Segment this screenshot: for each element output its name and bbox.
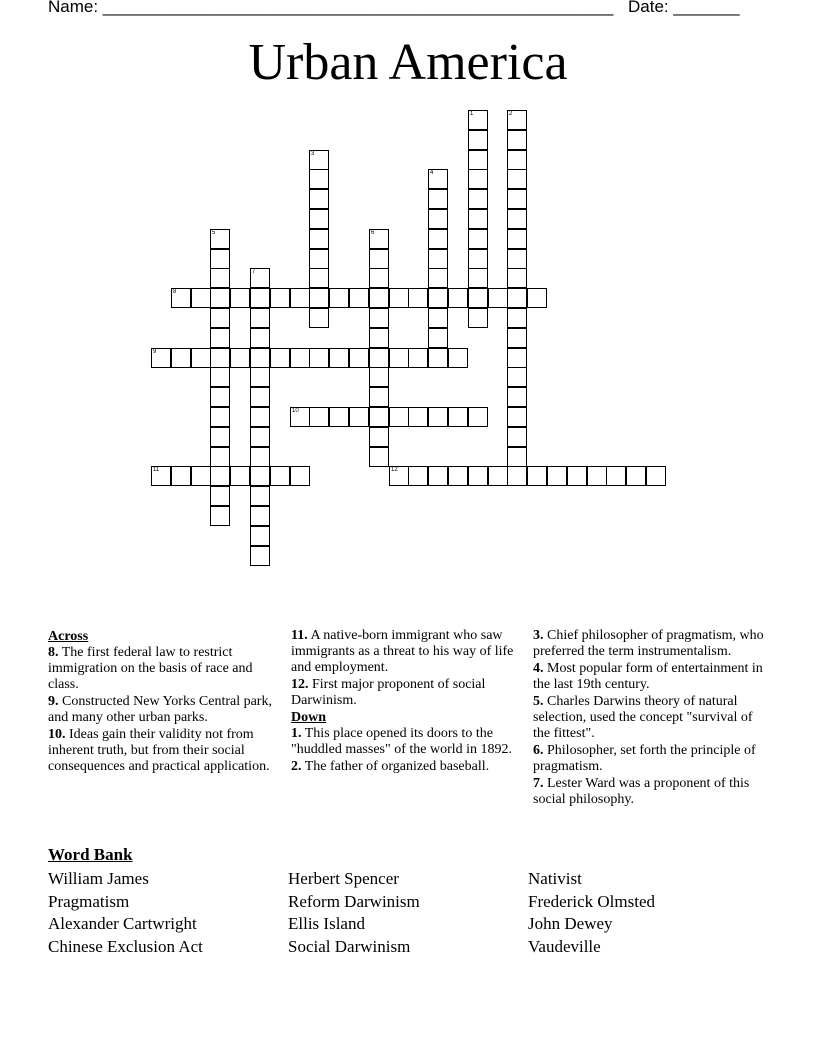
word-bank-item: Social Darwinism	[288, 937, 411, 956]
grid-cell[interactable]	[428, 189, 448, 209]
grid-cell[interactable]	[369, 407, 389, 427]
grid-cell[interactable]	[587, 466, 607, 486]
grid-cell[interactable]	[428, 229, 448, 249]
grid-cell[interactable]	[171, 466, 191, 486]
grid-cell[interactable]	[309, 150, 329, 170]
cell-number: 6	[371, 230, 375, 236]
grid-cell[interactable]	[428, 348, 448, 368]
grid-cell[interactable]	[171, 348, 191, 368]
grid-cell[interactable]	[309, 169, 329, 189]
grid-cell[interactable]	[270, 348, 290, 368]
word-bank-item: William James	[48, 869, 149, 888]
grid-cell[interactable]	[230, 348, 250, 368]
grid-cell[interactable]	[507, 249, 527, 269]
grid-cell[interactable]	[270, 466, 290, 486]
grid-cell[interactable]	[210, 427, 230, 447]
cell-number: 12	[391, 467, 398, 473]
grid-cell[interactable]	[606, 466, 626, 486]
grid-cell[interactable]	[507, 308, 527, 328]
grid-cell[interactable]	[250, 466, 270, 486]
grid-cell[interactable]	[151, 348, 171, 368]
grid-cell[interactable]	[210, 447, 230, 467]
grid-cell[interactable]	[309, 229, 329, 249]
grid-cell[interactable]	[250, 427, 270, 447]
grid-cell[interactable]	[210, 486, 230, 506]
grid-cell[interactable]	[349, 288, 369, 308]
word-bank-heading: Word Bank	[48, 845, 133, 864]
grid-cell[interactable]	[329, 407, 349, 427]
grid-cell[interactable]	[270, 288, 290, 308]
grid-cell[interactable]	[250, 387, 270, 407]
cell-number: 4	[430, 170, 434, 176]
grid-cell[interactable]	[507, 348, 527, 368]
grid-cell[interactable]	[408, 466, 428, 486]
grid-cell[interactable]	[527, 466, 547, 486]
grid-cell[interactable]	[448, 348, 468, 368]
across-heading: Across	[48, 629, 89, 644]
grid-cell[interactable]	[250, 546, 270, 566]
grid-cell[interactable]	[428, 268, 448, 288]
clue-across-10: 10. Ideas gain their validity not from inherent truth, but from their social consequences and practical application.	[48, 727, 270, 774]
grid-cell[interactable]	[250, 367, 270, 387]
grid-cell[interactable]	[210, 387, 230, 407]
grid-cell[interactable]	[151, 466, 171, 486]
grid-cell[interactable]	[507, 288, 527, 308]
grid-cell[interactable]	[191, 288, 211, 308]
grid-cell[interactable]	[210, 367, 230, 387]
grid-cell[interactable]	[290, 348, 310, 368]
grid-cell[interactable]	[210, 407, 230, 427]
grid-cell[interactable]	[309, 308, 329, 328]
name-field-label: Name: ______________________________________________________	[48, 0, 614, 16]
grid-cell[interactable]	[230, 288, 250, 308]
grid-cell[interactable]	[250, 308, 270, 328]
cell-number: 11	[153, 467, 160, 473]
word-bank-item: Pragmatism	[48, 892, 130, 911]
down-heading: Down	[291, 710, 327, 725]
grid-cell[interactable]	[448, 288, 468, 308]
clue-down-4: 4. Most popular form of entertainment in the last 19th century.	[533, 661, 763, 692]
cell-number: 7	[252, 269, 256, 275]
grid-cell[interactable]	[507, 328, 527, 348]
page-title: Urban America	[248, 34, 568, 91]
grid-cell[interactable]	[210, 308, 230, 328]
grid-cell[interactable]	[408, 348, 428, 368]
word-bank-item: Chinese Exclusion Act	[48, 937, 203, 956]
word-bank-item: Alexander Cartwright	[48, 914, 197, 933]
grid-cell[interactable]	[507, 150, 527, 170]
grid-cell[interactable]	[468, 268, 488, 288]
clue-across-11: 11. A native-born immigrant who saw immigrants as a threat to his way of life and employment.	[291, 628, 514, 675]
grid-cell[interactable]	[210, 506, 230, 526]
clue-down-5: 5. Charles Darwins theory of natural selection, used the concept "survival of the fittest".	[533, 694, 753, 741]
grid-cell[interactable]	[527, 288, 547, 308]
grid-cell[interactable]	[369, 367, 389, 387]
grid-cell[interactable]	[250, 288, 270, 308]
grid-cell[interactable]	[369, 427, 389, 447]
grid-cell[interactable]	[191, 348, 211, 368]
cell-number: 10	[292, 408, 299, 414]
grid-cell[interactable]	[250, 526, 270, 546]
grid-cell[interactable]	[547, 466, 567, 486]
grid-cell[interactable]	[408, 288, 428, 308]
grid-cell[interactable]	[369, 447, 389, 467]
word-bank-item: Ellis Island	[288, 914, 365, 933]
clues-column-3	[533, 628, 765, 838]
grid-cell[interactable]	[488, 466, 508, 486]
grid-cell[interactable]	[408, 407, 428, 427]
word-bank-item: Frederick Olmsted	[528, 892, 655, 911]
grid-cell[interactable]	[507, 189, 527, 209]
cell-number: 2	[509, 111, 513, 117]
grid-cell[interactable]	[468, 466, 488, 486]
grid-cell[interactable]	[290, 288, 310, 308]
grid-cell[interactable]	[210, 348, 230, 368]
grid-cell[interactable]	[250, 447, 270, 467]
grid-cell[interactable]	[468, 288, 488, 308]
grid-cell[interactable]	[468, 249, 488, 269]
word-bank-item: Vaudeville	[528, 937, 601, 956]
grid-cell[interactable]	[507, 387, 527, 407]
grid-cell[interactable]	[250, 348, 270, 368]
grid-cell[interactable]	[210, 328, 230, 348]
grid-cell[interactable]	[428, 466, 448, 486]
date-field-label: Date: _______	[628, 0, 740, 16]
clue-down-7: 7. Lester Ward was a proponent of this social philosophy.	[533, 776, 750, 807]
grid-cell[interactable]	[626, 466, 646, 486]
grid-cell[interactable]	[309, 268, 329, 288]
grid-cell[interactable]	[428, 308, 448, 328]
grid-cell[interactable]	[250, 328, 270, 348]
grid-cell[interactable]	[369, 268, 389, 288]
grid-cell[interactable]	[468, 189, 488, 209]
grid-cell[interactable]	[349, 348, 369, 368]
grid-cell[interactable]	[468, 150, 488, 170]
grid-cell[interactable]	[507, 130, 527, 150]
grid-cell[interactable]	[488, 288, 508, 308]
grid-cell[interactable]	[329, 288, 349, 308]
grid-cell[interactable]	[428, 288, 448, 308]
grid-cell[interactable]	[507, 209, 527, 229]
grid-cell[interactable]	[507, 407, 527, 427]
grid-cell[interactable]	[507, 268, 527, 288]
grid-cell[interactable]	[309, 249, 329, 269]
clue-down-6: 6. Philosopher, set forth the principle of pragmatism.	[533, 743, 756, 774]
grid-cell[interactable]	[309, 407, 329, 427]
grid-cell[interactable]	[468, 407, 488, 427]
clues-column-1	[48, 628, 280, 776]
grid-cell[interactable]	[507, 466, 527, 486]
grid-cell[interactable]	[210, 288, 230, 308]
grid-cell[interactable]	[250, 268, 270, 288]
grid-cell[interactable]	[567, 466, 587, 486]
grid-cell[interactable]	[389, 288, 409, 308]
grid-cell[interactable]	[309, 209, 329, 229]
grid-cell[interactable]	[309, 348, 329, 368]
grid-cell[interactable]	[210, 229, 230, 249]
grid-cell[interactable]	[448, 466, 468, 486]
grid-cell[interactable]	[250, 407, 270, 427]
grid-cell[interactable]	[389, 466, 409, 486]
grid-cell[interactable]	[369, 249, 389, 269]
grid-cell[interactable]	[230, 466, 250, 486]
grid-cell[interactable]	[369, 328, 389, 348]
grid-cell[interactable]	[507, 229, 527, 249]
grid-cell[interactable]	[468, 229, 488, 249]
grid-cell[interactable]	[646, 466, 666, 486]
grid-cell[interactable]	[250, 486, 270, 506]
grid-cell[interactable]	[507, 110, 527, 130]
grid-cell[interactable]	[507, 427, 527, 447]
grid-cell[interactable]	[428, 169, 448, 189]
cell-number: 9	[153, 349, 157, 355]
grid-cell[interactable]	[369, 348, 389, 368]
clue-across-12: 12. First major proponent of social Darwinism.	[291, 677, 486, 708]
clue-down-3: 3. Chief philosopher of pragmatism, who preferred the term instrumentalism.	[533, 628, 764, 659]
grid-cell[interactable]	[191, 466, 211, 486]
cell-number: 5	[212, 230, 216, 236]
grid-cell[interactable]	[448, 407, 468, 427]
grid-cell[interactable]	[507, 447, 527, 467]
grid-cell[interactable]	[468, 308, 488, 328]
grid-cell[interactable]	[290, 466, 310, 486]
clue-across-8: 8. The first federal law to restrict immigration on the basis of race and class.	[48, 645, 253, 692]
grid-cell[interactable]	[468, 209, 488, 229]
grid-cell[interactable]	[210, 268, 230, 288]
grid-cell[interactable]	[369, 387, 389, 407]
word-bank-item: Reform Darwinism	[288, 892, 420, 911]
grid-cell[interactable]	[507, 367, 527, 387]
grid-cell[interactable]	[507, 169, 527, 189]
grid-cell[interactable]	[468, 110, 488, 130]
grid-cell[interactable]	[389, 407, 409, 427]
clues-column-2	[291, 628, 523, 776]
grid-cell[interactable]	[210, 249, 230, 269]
word-bank-item: John Dewey	[528, 914, 613, 933]
clue-across-9: 9. Constructed New Yorks Central park, and many other urban parks.	[48, 694, 272, 725]
grid-cell[interactable]	[309, 288, 329, 308]
clue-down-1: 1. This place opened its doors to the "huddled masses" of the world in 1892.	[291, 726, 513, 757]
grid-cell[interactable]	[428, 209, 448, 229]
grid-cell[interactable]	[250, 506, 270, 526]
grid-cell[interactable]	[329, 348, 349, 368]
word-bank-item: Nativist	[528, 869, 582, 888]
grid-cell[interactable]	[428, 249, 448, 269]
grid-cell[interactable]	[369, 229, 389, 249]
grid-cell[interactable]	[428, 407, 448, 427]
grid-cell[interactable]	[389, 348, 409, 368]
grid-cell[interactable]	[309, 189, 329, 209]
grid-cell[interactable]	[428, 328, 448, 348]
grid-cell[interactable]	[468, 169, 488, 189]
grid-cell[interactable]	[290, 407, 310, 427]
cell-number: 1	[470, 111, 474, 117]
grid-cell[interactable]	[210, 466, 230, 486]
grid-cell[interactable]	[369, 288, 389, 308]
cell-number: 8	[173, 289, 177, 295]
cell-number: 3	[311, 151, 315, 157]
word-bank-item: Herbert Spencer	[288, 869, 399, 888]
grid-cell[interactable]	[171, 288, 191, 308]
grid-cell[interactable]	[468, 130, 488, 150]
grid-cell[interactable]	[349, 407, 369, 427]
clue-down-2: 2. The father of organized baseball.	[291, 759, 490, 774]
grid-cell[interactable]	[369, 308, 389, 328]
